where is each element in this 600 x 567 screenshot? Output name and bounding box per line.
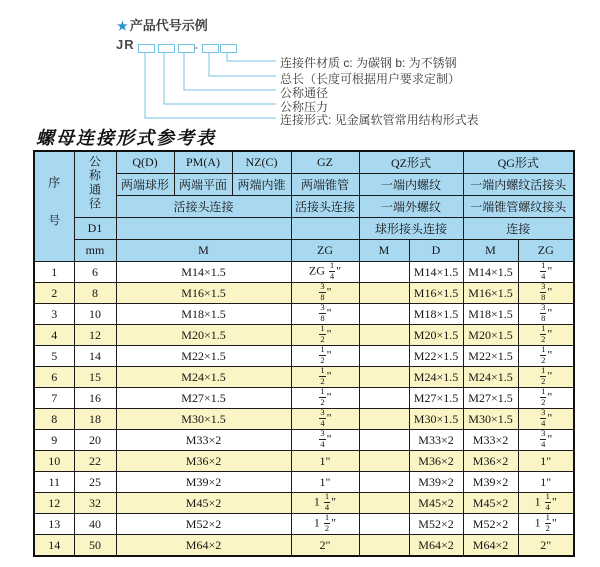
cell-qg-zg: 2" bbox=[518, 535, 574, 557]
cell-qz-m bbox=[359, 514, 409, 535]
cell-no: 10 bbox=[34, 451, 74, 472]
header-qz-desc1: 一端内螺纹 bbox=[359, 174, 463, 196]
cell-zg: $\frac{1}{2}$ " bbox=[291, 367, 359, 388]
fraction: $\frac{1}{2}$ bbox=[324, 513, 330, 533]
cell-m: M14×1.5 bbox=[116, 262, 291, 283]
fraction: $\frac{1}{2}$ bbox=[320, 387, 325, 407]
cell-qg-m: M14×1.5 bbox=[463, 262, 518, 283]
header-col-nz: NZ(C) bbox=[232, 151, 291, 174]
table-row bbox=[34, 262, 574, 283]
fraction: $\frac{1}{2}$ bbox=[320, 366, 325, 386]
cell-qz-m bbox=[359, 346, 409, 367]
cell-qz-d: M52×2 bbox=[409, 514, 463, 535]
fraction: $\frac{3}{8}$ bbox=[541, 282, 546, 302]
header-row-1 bbox=[34, 151, 574, 174]
fraction: $\frac{1}{2}$ bbox=[541, 345, 546, 365]
cell-no: 9 bbox=[34, 430, 74, 451]
table-row bbox=[34, 493, 574, 514]
cell-qz-m bbox=[359, 367, 409, 388]
table-row bbox=[34, 283, 574, 304]
cell-qg-zg: $\frac{3}{4}$ " bbox=[518, 409, 574, 430]
cell-qz-m bbox=[359, 325, 409, 346]
cell-mm: 15 bbox=[74, 367, 116, 388]
cell-qg-zg: $\frac{3}{8}$ " bbox=[518, 304, 574, 325]
cell-no: 3 bbox=[34, 304, 74, 325]
header-unit-m: M bbox=[116, 240, 291, 262]
fraction: $\frac{1}{2}$ bbox=[541, 387, 546, 407]
cell-m: M52×2 bbox=[116, 514, 291, 535]
header-col-qz: QZ形式 bbox=[359, 151, 463, 174]
label-material: 连接件材质 c: 为碳钢 b: 为不锈钢 bbox=[280, 56, 457, 70]
cell-qg-m: M20×1.5 bbox=[463, 325, 518, 346]
cell-mm: 20 bbox=[74, 430, 116, 451]
cell-zg: $\frac{3}{8}$ " bbox=[291, 283, 359, 304]
cell-zg: $\frac{3}{4}$ " bbox=[291, 430, 359, 451]
cell-qg-zg: $\frac{1}{2}$ " bbox=[518, 325, 574, 346]
table-row bbox=[34, 472, 574, 493]
header-qg-conn: 连接 bbox=[463, 218, 574, 240]
cell-qz-d: M16×1.5 bbox=[409, 283, 463, 304]
header-tongjing: 公称通径 bbox=[74, 151, 116, 218]
cell-m: M22×1.5 bbox=[116, 346, 291, 367]
star-icon: ★ bbox=[117, 19, 128, 33]
header-row-5 bbox=[34, 240, 574, 262]
cell-zg: 2" bbox=[291, 535, 359, 557]
cell-qg-m: M45×2 bbox=[463, 493, 518, 514]
header-gz-desc: 两端锥管 bbox=[291, 174, 359, 196]
header-col-gz: GZ bbox=[291, 151, 359, 174]
cell-mm: 12 bbox=[74, 325, 116, 346]
header-unit-qz-d: D bbox=[409, 240, 463, 262]
fraction: $\frac{3}{4}$ bbox=[541, 408, 546, 428]
header-q-desc: 两端球形 bbox=[116, 174, 174, 196]
fraction: $\frac{3}{4}$ bbox=[541, 429, 546, 449]
cell-qg-zg: $\frac{1}{2}$ " bbox=[518, 388, 574, 409]
header-mm: mm bbox=[74, 240, 116, 262]
header-d1: D1 bbox=[74, 218, 116, 240]
header-empty-m bbox=[116, 218, 291, 240]
code-prefix: JR bbox=[116, 37, 135, 52]
cell-no: 1 bbox=[34, 262, 74, 283]
cell-m: M36×2 bbox=[116, 451, 291, 472]
cell-no: 14 bbox=[34, 535, 74, 557]
fraction: $\frac{1}{4}$ bbox=[324, 492, 330, 512]
cell-mm: 32 bbox=[74, 493, 116, 514]
table-row bbox=[34, 451, 574, 472]
cell-qg-m: M18×1.5 bbox=[463, 304, 518, 325]
cell-m: M45×2 bbox=[116, 493, 291, 514]
cell-qg-zg: 1 $\frac{1}{2}$ " bbox=[518, 514, 574, 535]
label-connection-type: 连接形式: 见金属软管常用结构形式表 bbox=[280, 113, 479, 127]
cell-zg: 1" bbox=[291, 451, 359, 472]
table-header bbox=[34, 151, 574, 262]
fraction: $\frac{3}{4}$ bbox=[320, 429, 325, 449]
cell-m: M30×1.5 bbox=[116, 409, 291, 430]
cell-no: 13 bbox=[34, 514, 74, 535]
cell-zg: 1 $\frac{1}{2}$ " bbox=[291, 514, 359, 535]
fraction: $\frac{1}{2}$ bbox=[320, 345, 325, 365]
header-row-4 bbox=[34, 218, 574, 240]
cell-qz-d: M64×2 bbox=[409, 535, 463, 557]
fraction: $\frac{3}{8}$ bbox=[320, 303, 325, 323]
cell-mm: 14 bbox=[74, 346, 116, 367]
table-row bbox=[34, 409, 574, 430]
cell-qg-zg: $\frac{3}{4}$ " bbox=[518, 430, 574, 451]
cell-qg-m: M16×1.5 bbox=[463, 283, 518, 304]
cell-qz-d: M27×1.5 bbox=[409, 388, 463, 409]
cell-qz-m bbox=[359, 493, 409, 514]
cell-qz-m bbox=[359, 409, 409, 430]
table-row bbox=[34, 304, 574, 325]
cell-zg: $\frac{1}{2}$ " bbox=[291, 325, 359, 346]
header-qz-conn: 球形接头连接 bbox=[359, 218, 463, 240]
cell-zg: $\frac{3}{8}$ " bbox=[291, 304, 359, 325]
cell-qg-m: M64×2 bbox=[463, 535, 518, 557]
cell-m: M33×2 bbox=[116, 430, 291, 451]
header-nz-desc: 两端内锥 bbox=[232, 174, 291, 196]
cell-mm: 16 bbox=[74, 388, 116, 409]
cell-zg: $\frac{1}{2}$ " bbox=[291, 346, 359, 367]
cell-qz-m bbox=[359, 283, 409, 304]
table-row bbox=[34, 514, 574, 535]
cell-zg: $\frac{1}{2}$ " bbox=[291, 388, 359, 409]
header-unit-zg: ZG bbox=[291, 240, 359, 262]
fraction: $\frac{1}{4}$ bbox=[541, 261, 546, 281]
header-qg-desc2: 一端锥管螺纹接头 bbox=[463, 196, 574, 218]
table-row bbox=[34, 388, 574, 409]
diagram-title-text: 产品代号示例 bbox=[129, 18, 208, 33]
table-row bbox=[34, 346, 574, 367]
cell-no: 7 bbox=[34, 388, 74, 409]
cell-m: M20×1.5 bbox=[116, 325, 291, 346]
cell-qz-d: M45×2 bbox=[409, 493, 463, 514]
label-nominal-diameter: 公称通径 bbox=[280, 86, 329, 100]
cell-qz-m bbox=[359, 430, 409, 451]
header-col-qg: QG形式 bbox=[463, 151, 574, 174]
table-row bbox=[34, 535, 574, 557]
cell-qz-m bbox=[359, 388, 409, 409]
cell-mm: 22 bbox=[74, 451, 116, 472]
cell-qg-m: M39×2 bbox=[463, 472, 518, 493]
fraction: $\frac{1}{2}$ bbox=[320, 324, 325, 344]
fraction: $\frac{1}{4}$ bbox=[329, 261, 335, 281]
header-col-pm: PM(A) bbox=[174, 151, 232, 174]
table-row bbox=[34, 430, 574, 451]
cell-mm: 18 bbox=[74, 409, 116, 430]
nut-connection-table bbox=[33, 150, 575, 557]
cell-mm: 50 bbox=[74, 535, 116, 557]
cell-qz-d: M20×1.5 bbox=[409, 325, 463, 346]
cell-no: 6 bbox=[34, 367, 74, 388]
cell-m: M39×2 bbox=[116, 472, 291, 493]
fraction: $\frac{3}{8}$ bbox=[541, 303, 546, 323]
cell-mm: 6 bbox=[74, 262, 116, 283]
cell-qg-zg: 1" bbox=[518, 472, 574, 493]
cell-zg: $\frac{3}{4}$ " bbox=[291, 409, 359, 430]
cell-qg-m: M30×1.5 bbox=[463, 409, 518, 430]
cell-mm: 25 bbox=[74, 472, 116, 493]
cell-m: M24×1.5 bbox=[116, 367, 291, 388]
cell-qg-m: M33×2 bbox=[463, 430, 518, 451]
cell-qz-m bbox=[359, 262, 409, 283]
cell-no: 8 bbox=[34, 409, 74, 430]
cell-qg-zg: $\frac{3}{8}$ " bbox=[518, 283, 574, 304]
cell-zg: 1" bbox=[291, 472, 359, 493]
fraction: $\frac{3}{8}$ bbox=[320, 282, 325, 302]
fraction: $\frac{1}{4}$ bbox=[545, 492, 550, 512]
header-qg-desc1: 一端内螺纹活接头 bbox=[463, 174, 574, 196]
fraction: $\frac{1}{2}$ bbox=[541, 324, 546, 344]
header-m-conn: 活接头连接 bbox=[116, 196, 291, 218]
cell-zg: ZG $\frac{1}{4}$ " bbox=[291, 262, 359, 283]
cell-qz-d: M24×1.5 bbox=[409, 367, 463, 388]
header-qz-desc2: 一端外螺纹 bbox=[359, 196, 463, 218]
cell-m: M27×1.5 bbox=[116, 388, 291, 409]
cell-no: 2 bbox=[34, 283, 74, 304]
code-dash: - bbox=[194, 40, 198, 54]
cell-no: 11 bbox=[34, 472, 74, 493]
cell-qg-zg: $\frac{1}{2}$ " bbox=[518, 346, 574, 367]
cell-qg-m: M36×2 bbox=[463, 451, 518, 472]
cell-qg-zg: $\frac{1}{2}$ " bbox=[518, 367, 574, 388]
cell-qz-d: M18×1.5 bbox=[409, 304, 463, 325]
fraction: $\frac{1}{2}$ bbox=[545, 513, 550, 533]
cell-qz-d: M36×2 bbox=[409, 451, 463, 472]
label-total-length: 总长（长度可根据用户要求定制） bbox=[280, 72, 461, 86]
cell-qg-m: M52×2 bbox=[463, 514, 518, 535]
table-row bbox=[34, 367, 574, 388]
fraction: $\frac{1}{2}$ bbox=[541, 366, 546, 386]
cell-mm: 10 bbox=[74, 304, 116, 325]
header-xuhao: 序号 bbox=[34, 151, 74, 262]
cell-qz-m bbox=[359, 451, 409, 472]
cell-zg: 1 $\frac{1}{4}$ " bbox=[291, 493, 359, 514]
cell-qz-d: M22×1.5 bbox=[409, 346, 463, 367]
cell-no: 12 bbox=[34, 493, 74, 514]
label-nominal-pressure: 公称压力 bbox=[280, 100, 329, 114]
table-row bbox=[34, 325, 574, 346]
cell-m: M16×1.5 bbox=[116, 283, 291, 304]
cell-no: 4 bbox=[34, 325, 74, 346]
header-empty-gz bbox=[291, 218, 359, 240]
cell-mm: 8 bbox=[74, 283, 116, 304]
header-gz-conn: 活接头连接 bbox=[291, 196, 359, 218]
cell-qz-m bbox=[359, 304, 409, 325]
header-pm-desc: 两端平面 bbox=[174, 174, 232, 196]
cell-qg-m: M27×1.5 bbox=[463, 388, 518, 409]
table-title: 螺母连接形式参考表 bbox=[36, 128, 216, 149]
cell-qz-d: M33×2 bbox=[409, 430, 463, 451]
cell-qg-m: M24×1.5 bbox=[463, 367, 518, 388]
cell-qz-m bbox=[359, 535, 409, 557]
header-unit-qg-m: M bbox=[463, 240, 518, 262]
cell-m: M18×1.5 bbox=[116, 304, 291, 325]
fraction: $\frac{3}{4}$ bbox=[320, 408, 325, 428]
table-body bbox=[34, 262, 574, 557]
cell-no: 5 bbox=[34, 346, 74, 367]
cell-mm: 40 bbox=[74, 514, 116, 535]
cell-qg-zg: $\frac{1}{4}$ " bbox=[518, 262, 574, 283]
header-unit-qg-zg: ZG bbox=[518, 240, 574, 262]
header-col-q: Q(D) bbox=[116, 151, 174, 174]
cell-qz-d: M39×2 bbox=[409, 472, 463, 493]
cell-m: M64×2 bbox=[116, 535, 291, 557]
cell-qz-d: M30×1.5 bbox=[409, 409, 463, 430]
cell-qz-d: M14×1.5 bbox=[409, 262, 463, 283]
header-unit-qz-m: M bbox=[359, 240, 409, 262]
cell-qg-zg: 1 $\frac{1}{4}$ " bbox=[518, 493, 574, 514]
cell-qz-m bbox=[359, 472, 409, 493]
cell-qg-m: M22×1.5 bbox=[463, 346, 518, 367]
cell-qg-zg: 1" bbox=[518, 451, 574, 472]
